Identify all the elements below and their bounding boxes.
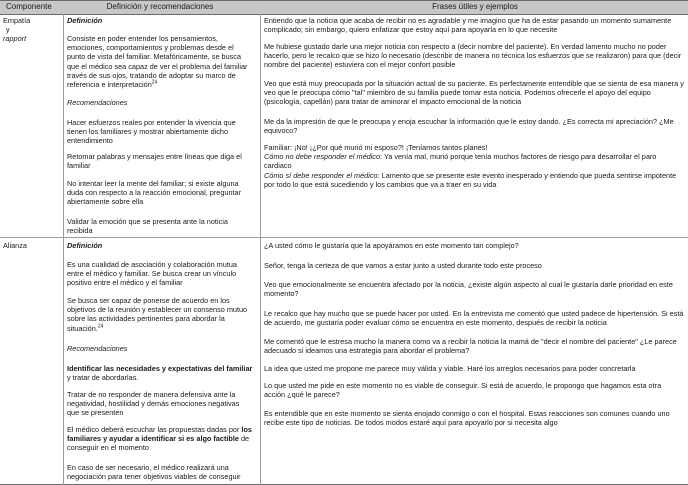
phrase-item: ¿A usted cómo le gustaría que la apoyáramos en este momento tan complejo? (264, 241, 519, 250)
phrase-item: Me hubiese gustado darle una mejor noticia con respecto a (decir nombre del paciente). En verdad lamento mucho no poder hacerlo, pero le recalco que se hizo lo necesario (describir de manera no técnica los esfuerzos que se realizaron) para que (decir nombre del paciente) estuviera con el mejor confort posible (264, 42, 682, 70)
recommendation-item: En caso de ser necesario, el médico realizará una negociación para tener objetivos viables de conseguir (67, 463, 241, 482)
component-alianza: Alianza (3, 241, 27, 250)
phrase-item: Veo que emocionalmente se encuentra afectado por la noticia, ¿existe algún aspecto al cual le gustaría darle prioridad en este momento? (264, 280, 673, 299)
column-divider (260, 14, 261, 485)
recommendations-title: Recomendaciones (67, 344, 128, 353)
phrase-item: La idea que usted me propone me parece muy válida y viable. Haré los arreglos necesarios para poder concretarla (264, 364, 636, 373)
recommendation-item: Identificar las necesidades y expectativas del familiar y tratar de abordarlas. (67, 364, 253, 383)
row-divider (0, 237, 688, 238)
phrase-item: Señor, tenga la certeza de que vamos a estar junto a usted durante todo este proceso (264, 261, 542, 270)
phrase-item: Lo que usted me pide en este momento no es viable de conseguir. Si está de acuerdo, le propongo que hagamos esta otra acción ¿qué le parece? (264, 381, 662, 400)
recommendation-item: El médico deberá escuchar las propuestas dadas por los familiares y ayudar a identificar si es algo factible de conseguir en el momento (67, 425, 252, 453)
phrase-item: Me da la impresión de que le preocupa y enoja escuchar la información que le estoy dando. ¿Es correcta mi apreciación? ¿Me equivoco? (264, 117, 674, 136)
phrase-item: Me comentó que le estresa mucho la manera como va a recibir la noticia la mamá de "decir el nombre del paciente" ¿Le parece adecuado si ideamos una estrategia para abordar el problema? (264, 337, 677, 356)
recommendation-item: Tratar de no responder de manera defensiva ante la negatividad, hostilidad y demás emociones negativas que se presenten (67, 390, 240, 418)
footnote-ref: 24 (97, 323, 104, 330)
definition-text: Consiste en poder entender los pensamientos, emociones, comportamientos y problemas desde el punto de vista del familiar. Metafóricamente, se busca que el médico sea capaz de ver el problema del familiar través de sus ojos, tratando de adoptar su marco de referencia e interpretación$^{24}$ (67, 34, 248, 90)
phrase-item: Veo que está muy preocupada por la situación actual de su paciente. Es perfectamente entendible que se sienta de esa manera y veo que le preocupa cómo "tal" miembro de su familia puede tomar esta noticia. Podemos ofrecerle el apoyo del equipo (psicología, capellán) para tratar de aminorar el impacto emocional de la noticia (264, 79, 684, 107)
component-empatia: Empatía y rapport (3, 16, 31, 44)
definition-title: Definición (67, 16, 103, 25)
table-header (0, 0, 688, 14)
example-dialogue: Familiar: ¡No! ¡¿Por qué murió mi esposo?! ¡Teníamos tantos planes! Cómo no debe responder el médico: Ya venía mal, murió porque tenía muchos factores de riesgo para desarrollar el paro cardiaco Cómo sí debe responder el médico: Lamento que se presente este evento inesperado y entiendo que pueda sentirse impotente por todo lo que está sucediendo y los cambios que va a traer en su vida (264, 143, 677, 189)
recommendation-item: Hacer esfuerzos reales por entender la vivencia que tienen los familiares y mostrar abiertamente dicho entendimiento (67, 118, 236, 146)
recommendations-title: Recomendaciones (67, 98, 128, 107)
header-componente: Componente (6, 2, 52, 11)
phrase-item: Es entendible que en este momento se sienta enojado conmigo o con el hospital. Estas reacciones son comunes cuando uno recibe este tipo de noticias. De todos modos estaré aquí para apoyarlo por si necesita algo (264, 409, 670, 428)
phrase-item: Le recalco que hay mucho que se puede hacer por usted. En la entrevista me comentó que usted padece de hipertensión. Si está de acuerdo, me gustaría poder evaluar cómo se encuentra en este momento, después de recibir la noticia (264, 309, 684, 328)
header-frases: Frases útiles y ejemplos (432, 2, 518, 11)
phrase-item: Entiendo que la noticia que acaba de recibir no es agradable y me imagino que ha de estar pasando un momento sumamente complicado; sin embargo, quiero enfatizar que estoy aquí para apoyarla en lo que necesite (264, 16, 672, 35)
footnote-ref: 24 (151, 79, 158, 86)
definition-text: Se busca ser capaz de ponerse de acuerdo en los objetivos de la reunión y establecer un consenso mutuo sobre las actividades pertinentes para abordar la situación.$^{24}$ (67, 296, 248, 333)
definition-text: Es una cualidad de asociación y colaboración mutua entre el médico y familiar. Se busca crear un vínculo positivo entre el médico y el familiar (67, 260, 237, 288)
recommendation-item: Retomar palabras y mensajes entre líneas que diga el familiar (67, 152, 242, 171)
recommendation-item: Validar la emoción que se presenta ante la noticia recibida (67, 217, 228, 236)
definition-title: Definición (67, 241, 103, 250)
table-top-rule (0, 0, 688, 1)
recommendation-item: No intentar leer la mente del familiar; si existe alguna duda con respecto a la reacción emocional, preguntar abiertamente sobre ella (67, 179, 242, 207)
column-divider (63, 14, 64, 485)
header-rule (0, 14, 688, 15)
header-definicion: Definición y recomendaciones (106, 2, 214, 11)
